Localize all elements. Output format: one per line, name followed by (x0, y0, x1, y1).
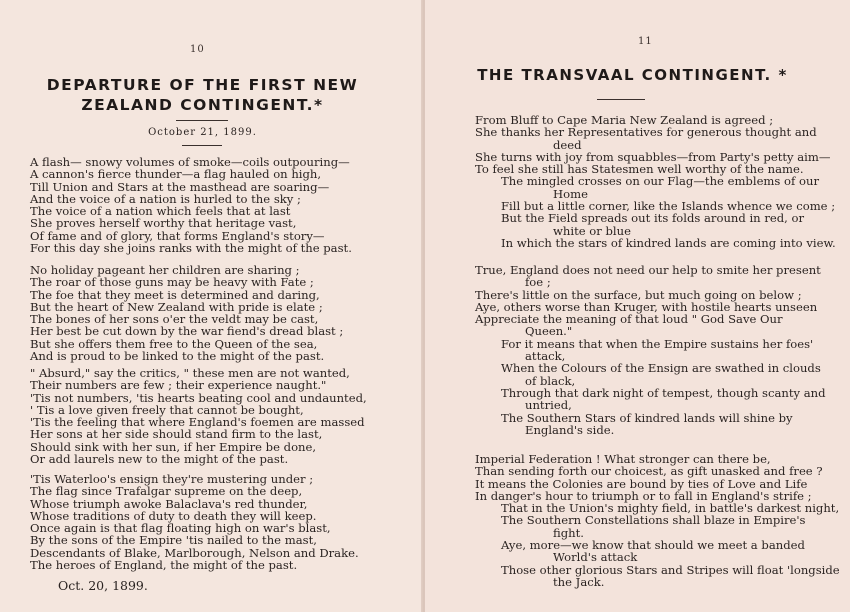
stanza-1 (30, 156, 352, 254)
verse-line: the Jack. (553, 574, 605, 589)
verse-line: Fill but a little corner, like the Islands whence we come ; (501, 199, 836, 214)
verse-line: No holiday pageant her children are sharing ; (30, 263, 300, 277)
verse-line: foe ; (525, 275, 551, 290)
verse-line: She thanks her Representatives for generous thought and (475, 125, 817, 140)
verse-line: Home (553, 186, 588, 201)
verse-line: attack, (525, 349, 566, 364)
verse-line: Whose triumph awoke Balaclava's red thunder, (30, 496, 308, 511)
verse-line: When the Colours of the Ensign are swathed in clouds (501, 361, 821, 376)
verse-line: And is proud to be linked to the might of the past. (30, 349, 325, 364)
verse-line: 'Tis Waterloo's ensign they're mustering under ; (30, 472, 314, 486)
verse-line: deed (553, 137, 582, 152)
verse-line: 'Tis not numbers, 'tis hearts beating cool and undaunted, (30, 390, 367, 405)
verse-line: From Bluff to Cape Maria New Zealand is agreed ; (475, 113, 774, 127)
poem-date: October 21, 1899. (148, 127, 257, 138)
verse-line: True, England does not need our help to smite her present (475, 263, 821, 277)
left-page (0, 0, 423, 612)
verse-line: Aye, others worse than Kruger, with hostile hearts unseen (475, 299, 818, 314)
poem-title: THE TRANSVAAL CONTINGENT. * (477, 66, 788, 84)
verse-line: Imperial Federation ! What stronger can there be, (475, 452, 771, 466)
verse-line: Of fame and of glory, that forms England's story— (30, 228, 325, 243)
verse-line: A flash— snowy volumes of smoke—coils outpouring— (30, 155, 350, 169)
verse-line: of black, (525, 373, 576, 388)
verse-line: But she offers them free to the Queen of the sea, (30, 336, 318, 351)
verse-line: The mingled crosses on our Flag—the emblems of our (501, 174, 820, 189)
verse-line: And the voice of a nation is hurled to the sky ; (30, 191, 301, 206)
verse-line: Their numbers are few ; their experience naught." (30, 378, 327, 393)
page-number: 11 (638, 36, 653, 47)
verse-line: It means the Colonies are bound by ties of Love and Life (475, 476, 808, 491)
verse-line: England's side. (525, 422, 615, 437)
verse-line: white or blue (553, 223, 631, 238)
stanza-4 (30, 473, 359, 571)
verse-line: That in the Union's mighty field, in battle's darkest night, (501, 501, 840, 516)
verse-line: To feel she still has Statesmen well worthy of the name. (475, 162, 804, 177)
verse-line: 'Tis the feeling that where England's foemen are massed (30, 415, 365, 430)
verse-line: Descendants of Blake, Marlborough, Nelson and Drake. (30, 545, 359, 560)
verse-line: Her sons at her side should stand firm to the last, (30, 427, 323, 442)
verse-line: untried, (525, 398, 572, 413)
verse-line: Whose traditions of duty to death they will keep. (30, 508, 317, 523)
verse-line: For this day she joins ranks with the might of the past. (30, 241, 352, 256)
verse-line: By the sons of the Empire 'tis nailed to the mast, (30, 533, 317, 548)
poem-title-line2: ZEALAND CONTINGENT.* (81, 96, 324, 114)
verse-line: The roar of those guns may be heavy with Fate ; (30, 275, 314, 290)
verse-line: Through that dark night of tempest, though scanty and (501, 385, 826, 400)
stanza-3 (30, 367, 367, 465)
stanza-2 (30, 264, 343, 362)
verse-line: Or add laurels new to the might of the past. (30, 452, 289, 467)
verse-line: Aye, more—we know that should we meet a banded (501, 538, 805, 553)
verse-line: She proves herself worthy that heritage vast, (30, 216, 297, 231)
verse-line: She turns with joy from squabbles—from Party's petty aim— (475, 149, 831, 164)
verse-line: Till Union and Stars at the masthead are soaring— (30, 179, 330, 194)
verse-line: But the Field spreads out its folds around in red, or (501, 211, 805, 226)
signature-date: Oct. 20, 1899. (58, 578, 148, 593)
verse-line: The flag since Trafalgar supreme on the deep, (30, 484, 303, 499)
verse-line: In which the stars of kindred lands are coming into view. (501, 235, 836, 250)
right-page (425, 0, 850, 612)
title-rule (176, 120, 228, 121)
verse-line: The bones of her sons o'er the veldt may be cast, (30, 312, 319, 327)
verse-line: Once again is that flag floating high on war's blast, (30, 521, 331, 536)
verse-line: The heroes of England, the might of the past. (30, 558, 298, 573)
verse-line: Appreciate the meaning of that loud " God Save Our (475, 312, 783, 327)
verse-line: The foe that they meet is determined and daring, (30, 287, 320, 302)
verse-line: For it means that when the Empire sustains her foes' (501, 336, 814, 351)
verse-line: In danger's hour to triumph or to fall in England's strife ; (475, 488, 812, 503)
verse-line: fight. (553, 525, 584, 540)
verse-line: Her best be cut down by the war fiend's dread blast ; (30, 324, 344, 339)
stanza-2 (475, 264, 826, 436)
verse-line: There's little on the surface, but much going on below ; (475, 287, 802, 302)
poem-title-line1: DEPARTURE OF THE FIRST NEW (46, 76, 359, 94)
verse-line: The voice of a nation which feels that at last (30, 204, 291, 219)
stanza-1 (475, 114, 836, 249)
verse-line: Queen." (525, 324, 573, 339)
verse-line: The Southern Stars of kindred lands will shine by (501, 410, 793, 425)
stanza-3 (475, 453, 840, 588)
verse-line: Should sink with her sun, if her Empire be done, (30, 439, 317, 454)
title-rule (597, 99, 645, 100)
verse-line: The Southern Constellations shall blaze in Empire's (501, 513, 806, 528)
date-rule (182, 145, 222, 146)
verse-line: ' Tis a love given freely that cannot be bought, (30, 402, 304, 417)
verse-line: But the heart of New Zealand with pride is elate ; (30, 299, 323, 314)
page-number: 10 (190, 44, 205, 55)
verse-line: " Absurd," say the critics, " these men are not wanted, (30, 366, 350, 380)
verse-line: Than sending forth our choicest, as gift unasked and free ? (475, 464, 823, 479)
verse-line: A cannon's fierce thunder—a flag hauled on high, (30, 167, 322, 182)
verse-line: Those other glorious Stars and Stripes will float 'longside (501, 562, 840, 577)
verse-line: World's attack (553, 550, 638, 565)
